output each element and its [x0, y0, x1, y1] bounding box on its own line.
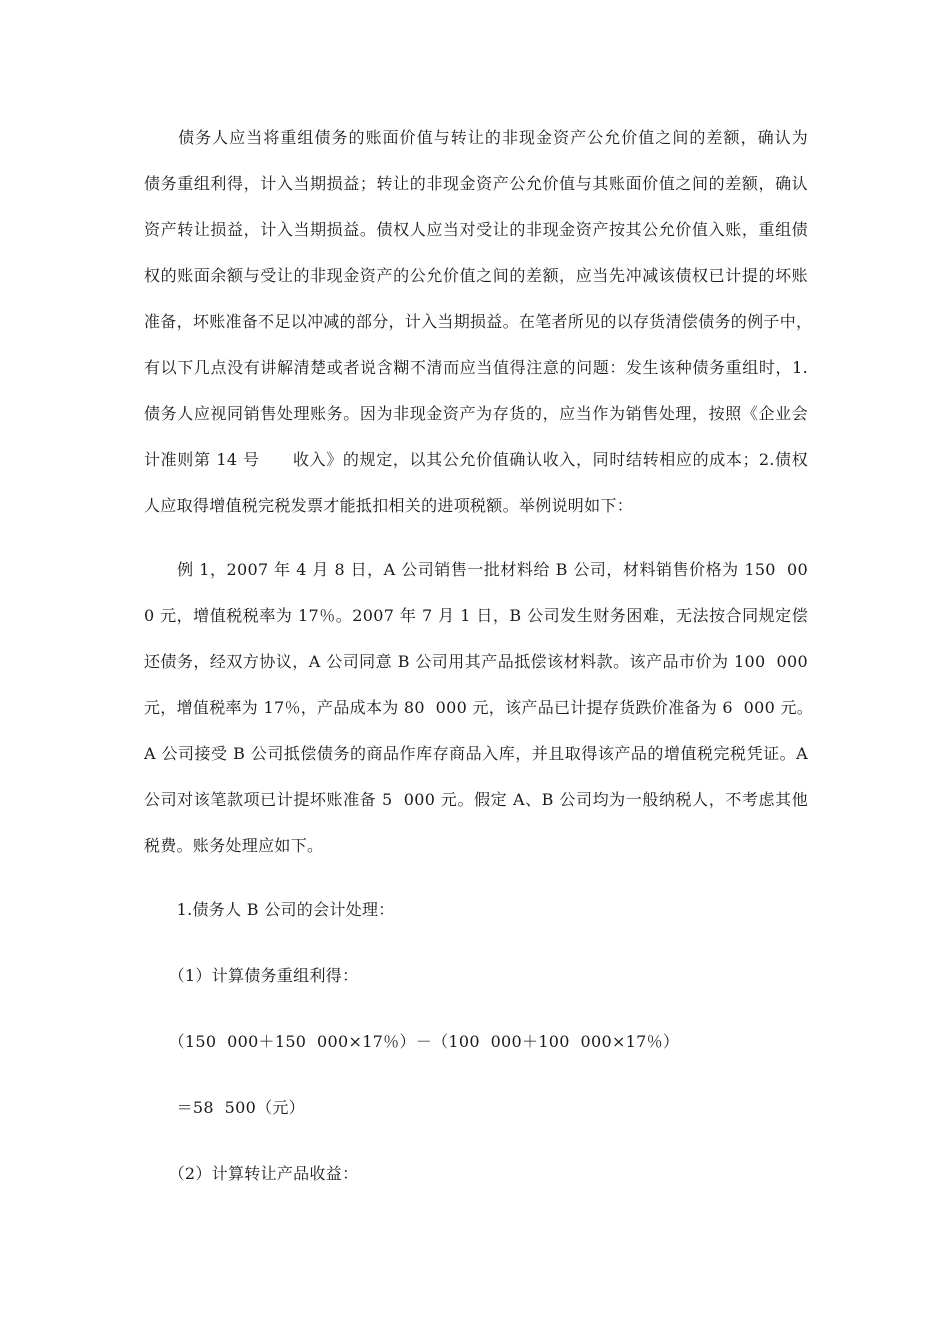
- paragraph-1-line-3: 资产转让损益，计入当期损益。债权人应当对受让的非现金资产按其公允价值入账，重组债: [144, 220, 808, 239]
- paragraph-1-line-1: 债务人应当将重组债务的账面价值与转让的非现金资产公允价值之间的差额，确认为: [144, 128, 808, 147]
- formula-1-result: ＝58 500（元）: [144, 1098, 305, 1117]
- paragraph-1-line-8: 计准则第 14 号 收入》的规定，以其公允价值确认收入，同时结转相应的成本；2.债权: [144, 450, 808, 469]
- paragraph-2-line-4: 元，增值税率为 17％，产品成本为 80 000 元，该产品已计提存货跌价准备为 6 000 元。: [144, 698, 814, 717]
- step-2-label: （2）计算转让产品收益：: [144, 1164, 359, 1183]
- formula-1: （150 000＋150 000×17％）－（100 000＋100 000×17％）: [144, 1032, 680, 1051]
- paragraph-2-line-5: A 公司接受 B 公司抵偿债务的商品作库存商品入库，并且取得该产品的增值税完税凭证。A: [144, 744, 808, 763]
- paragraph-2-line-3: 还债务，经双方协议，A 公司同意 B 公司用其产品抵偿该材料款。该产品市价为 100 000: [144, 652, 808, 671]
- paragraph-2-line-7: 税费。账务处理应如下。: [144, 836, 324, 855]
- section-heading-debtor: 1.债务人 B 公司的会计处理：: [144, 900, 395, 919]
- paragraph-1-line-4: 权的账面余额与受让的非现金资产的公允价值之间的差额，应当先冲减该债权已计提的坏账: [144, 266, 808, 285]
- paragraph-1-line-5: 准备，坏账准备不足以冲减的部分，计入当期损益。在笔者所见的以存货清偿债务的例子中，: [144, 312, 813, 331]
- paragraph-1-line-7: 债务人应视同销售处理账务。因为非现金资产为存货的，应当作为销售处理，按照《企业会: [144, 404, 808, 423]
- paragraph-1-line-2: 债务重组利得，计入当期损益；转让的非现金资产公允价值与其账面价值之间的差额，确认: [144, 174, 808, 193]
- paragraph-2-line-6: 公司对该笔款项已计提坏账准备 5 000 元。假定 A、B 公司均为一般纳税人，不考虑其他: [144, 790, 808, 809]
- step-1-label: （1）计算债务重组利得：: [144, 966, 359, 985]
- paragraph-2-line-2: 0 元，增值税税率为 17％。2007 年 7 月 1 日，B 公司发生财务困难，无法按合同规定偿: [144, 606, 808, 625]
- paragraph-1-line-6: 有以下几点没有讲解清楚或者说含糊不清而应当值得注意的问题：发生该种债务重组时，1.: [144, 358, 808, 377]
- paragraph-1-line-9: 人应取得增值税完税发票才能抵扣相关的进项税额。举例说明如下：: [144, 496, 634, 515]
- paragraph-2-line-1: 例 1，2007 年 4 月 8 日，A 公司销售一批材料给 B 公司，材料销售价格为 150 00: [144, 560, 808, 579]
